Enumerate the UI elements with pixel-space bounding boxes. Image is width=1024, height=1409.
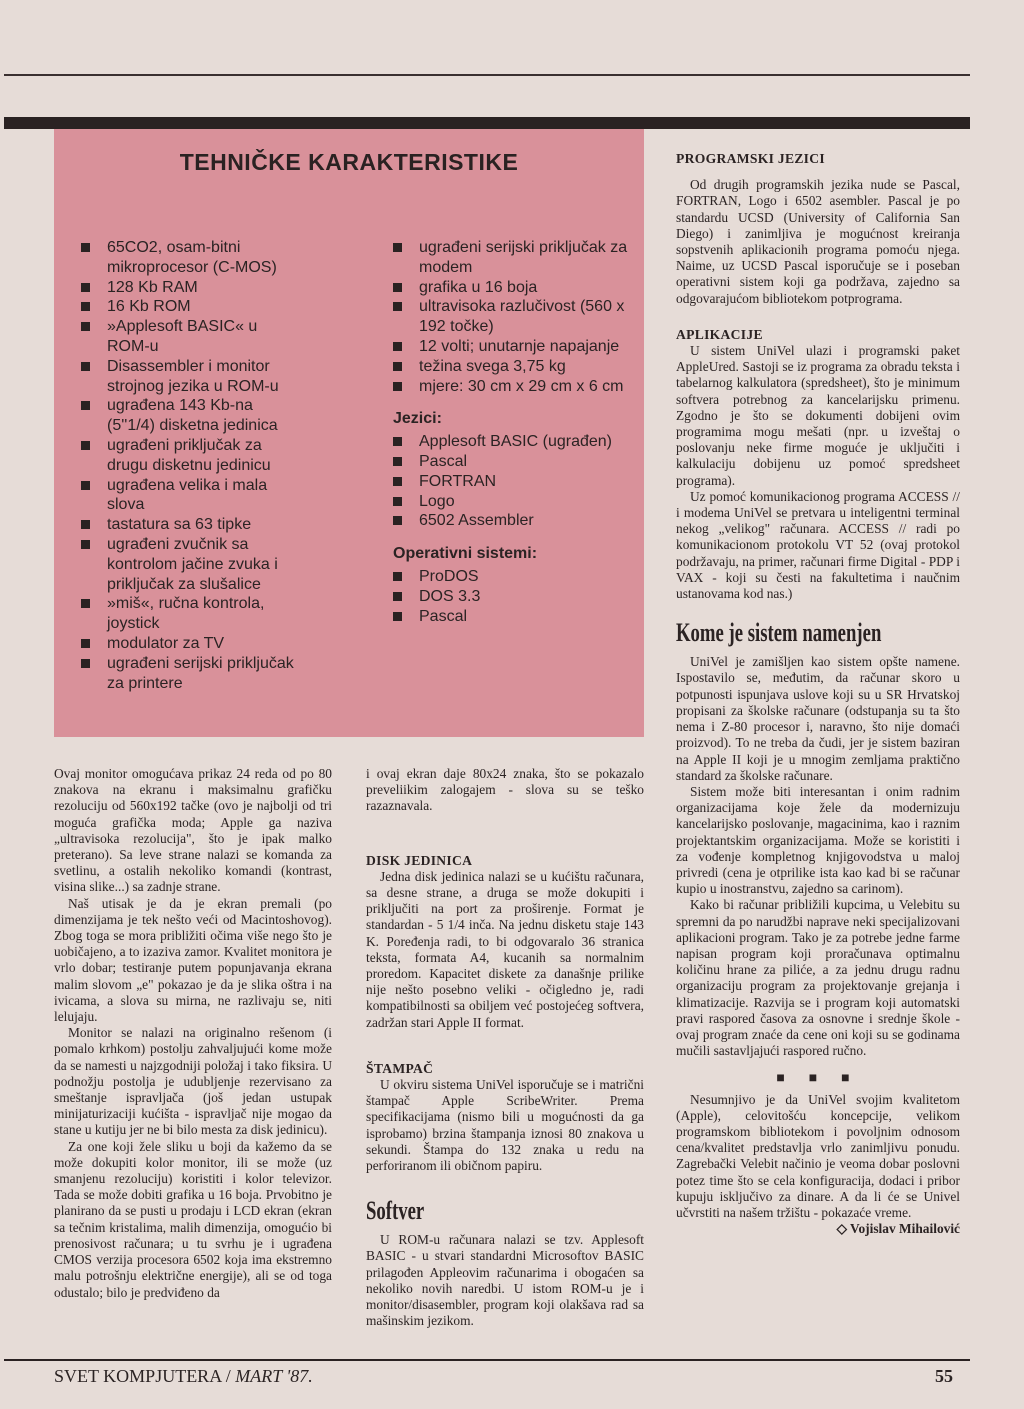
spec-item: 12 volti; unutarnje napajanje <box>393 337 633 357</box>
spec-item: »Applesoft BASIC« u ROM-u <box>81 317 303 357</box>
spec-item: ugrađena 143 Kb-na (5''1/4) disketna jedinica <box>81 396 303 436</box>
header-bar <box>4 117 970 129</box>
languages-list <box>393 432 633 531</box>
section-heading-languages: PROGRAMSKI JEZICI <box>676 151 825 166</box>
spec-item: 16 Kb ROM <box>81 297 303 317</box>
spec-right-column <box>393 238 633 626</box>
spec-item: 65CO2, osam-bitni mikroprocesor (C-MOS) <box>81 238 303 278</box>
language-item: Applesoft BASIC (ugrađen) <box>393 432 633 452</box>
author-signature: ◇ Vojislav Mihailović <box>836 1221 960 1237</box>
spec-item: Disassembler i monitor strojnog jezika u ROM-u <box>81 357 303 397</box>
spec-item: ultravisoka razlučivost (560 x 192 točke) <box>393 297 633 337</box>
paragraph: Kako bi računar približili kupcima, u Velebitu su spremni da po narudžbi naprave neki specijalizovani aplikacioni program. Tako je za potrebe jedne farme napisan program koji proračunava optimalnu količinu hrane za piliće, a za jednu drugu radnu organizaciju program za projektovanje grejanja i klimatizacije. Razvija se i program koji automatski pravi raspored časova za osnovne i srednje škole - ovaj program znaće da cene oni koji su se godinama mučili sastavljajući raspored ručno. <box>676 897 960 1059</box>
footer-magazine <box>54 1366 313 1387</box>
footer-rule <box>4 1359 970 1361</box>
os-item: DOS 3.3 <box>393 587 633 607</box>
article-column-1 <box>54 766 332 1301</box>
language-item: Pascal <box>393 452 633 472</box>
section-heading-disk: DISK JEDINICA <box>366 852 473 868</box>
paragraph: Nesumnjivo je da UniVel svojim kvalitetom (Apple), celovitošću koncepcije, velikom programskom bibliotekom i povoljnim odnosom cena/kvalitet predstavlja vrlo zanimljivu ponudu. Zagrebački Velebit načinio je veoma dobar poslovni potez time što se cela konfiguracija, dodaci i pribor kupuju isključivo za dinare. A da li će se Univel učvrstiti na našem tržištu - pokazaće vreme. <box>676 1091 960 1220</box>
spec-item: tastatura sa 63 tipke <box>81 515 303 535</box>
paragraph: Za one koji žele sliku u boji da kažemo da se može dokupiti kolor monitor, ili se može (uz smanjenu rezoluciju) koristiti i kolor televizor. Tada se može dobiti grafika u 16 boja. Prvobitno je planirano da se pusti u prodaju i LCD ekran (ekran sa tečnim kristalima, malih dimenzija, omogućio bi prenosivost računara; u tu svrhu je i ugrađena CMOS verzija procesora 6502 koja ima ekstremno malu potrošnju električne energije), ali se od toga odustalo; bilo je predviđeno da <box>54 1138 332 1300</box>
paragraph: U sistem UniVel ulazi i programski paket AppleUred. Sastoji se iz programa za obradu teksta i tabelarnog kalkulatora (spredsheet), što je minimum softvera potrebnog za kancelarijsku primenu. Zgodno je što se dokumenti dobijeni ovim programima mogu mešati (npr. u izveštaj o poslovanju neke firme moguće je uključiti i kalkulaciju dobijenu uz pomoć spredsheet programa). <box>676 343 960 488</box>
spec-left-column <box>81 238 303 693</box>
paragraph: U okviru sistema UniVel isporučuje se i matrični štampač Apple ScribeWriter. Prema specifikacijama (nismo bili u mogućnosti da ga isprobamo) brzina štampanja iznosi 80 znakova u sekundi. Štampa do 132 znaka u redu na perforiranom ili običnom papiru. <box>366 1077 644 1174</box>
os-list <box>393 567 633 626</box>
spec-item: ugrađeni serijski priključak za modem <box>393 238 633 278</box>
language-item: FORTRAN <box>393 472 633 492</box>
language-item: Logo <box>393 492 633 512</box>
paragraph: U ROM-u računara nalazi se tzv. Applesoft BASIC - u stvari standardni Microsoftov BASIC prilagođen Appleovim računarima i obogaćen sa nekoliko novih naredbi. U istom ROM-u je i monitor/disasembler, program koji olakšava rad sa mašinskim jezikom. <box>366 1232 644 1329</box>
paragraph: Jedna disk jedinica nalazi se u kućištu računara, sa desne strane, a druga se može dokupiti i priključiti na port za proširenje. Format je standardan - 5 1/4 inča. Na jednu disketu staje 143 K. Poređenja radi, to bi odgovaralo 36 stranica teksta, formata A4, kucanih sa normalnim proredom. Kapacitet diskete za današnje prilike nije nešto posebno veliki - očigledno je, radi kompatibilnosti sa obiljem već postojećeg softvera, zadržan stari Apple II format. <box>366 868 644 1030</box>
section-heading-printer: ŠTAMPAČ <box>366 1060 434 1076</box>
spec-right-list <box>393 238 633 396</box>
spec-box <box>54 129 644 737</box>
article-column-2 <box>366 766 644 1329</box>
paragraph: Monitor se nalazi na originalno rešenom (i pomalo krhkom) postolju zahvaljujući kome može da se namesti u najzgodniji položaj i tako fiksira. U podnožju postolja je udubljenje rezervisano za smeštanje ispravljača (još jedan ustupak minijaturizaciji kućišta - ispravljač nije mogao da stane u kutiju jer ne bi bilo mesta za disk jedinicu). <box>54 1025 332 1138</box>
section-divider: ■ ■ ■ <box>776 1069 860 1086</box>
spec-item: ugrađeni priključak za drugu disketnu jedinicu <box>81 436 303 476</box>
paragraph: Naš utisak je da je ekran premali (po dimenzijama je tek nešto veći od Macintoshovog). Zbog toga se mora približiti očima više nego što je uobičajeno, a to izaziva zamor. Kvalitet monitora je vrlo dobar; testiranje putem popunjavanja ekrana malim slovom „e" pokazao je da je slika oštra i na ivicama, a slova su mirna, ne razlivaju se, niti lelujaju. <box>54 895 332 1025</box>
paragraph: Od drugih programskih jezika nude se Pascal, FORTRAN, Logo i 6502 asembler. Pascal je po standardu UCSD (University of California San Diego) i zanimljiva je mogućnost kreiranja sopstvenih aplikacionih programa pomoću njega. Naime, uz UCSD Pascal isporučuje se i poseban operativni sistem koji ga podržava, zajedno sa odgovarajućom bibliotekom potprograma. <box>676 177 960 306</box>
spec-item: modulator za TV <box>81 634 303 654</box>
spec-item: ugrađeni serijski priključak za printere <box>81 654 303 694</box>
top-rule <box>4 74 970 76</box>
spec-item: 128 Kb RAM <box>81 278 303 298</box>
spec-item: »miš«, ručna kontrola, joystick <box>81 594 303 634</box>
paragraph: UniVel je zamišljen kao sistem opšte namene. Ispostavilo se, međutim, da računar skoro u potpunosti ispunjava uslove koji su u SR Hrvatskoj propisani za školske računare (odstupanja su ta što nema i Z-80 procesor i, naravno, što nije domaći proizvod). To ne treba da čudi, jer je sistem baziran na Apple II koji je u mnogim zemljama praktično standard za školske računare. <box>676 654 960 783</box>
spec-item: ugrađena velika i mala slova <box>81 476 303 516</box>
os-item: Pascal <box>393 607 633 627</box>
magazine-name: SVET KOMPJUTERA / <box>54 1366 231 1386</box>
article-column-3 <box>676 151 960 1237</box>
spec-item: težina svega 3,75 kg <box>393 357 633 377</box>
spec-item: mjere: 30 cm x 29 cm x 6 cm <box>393 377 633 397</box>
issue-date: MART '87. <box>235 1366 313 1386</box>
spec-item: grafika u 16 boja <box>393 278 633 298</box>
language-item: 6502 Assembler <box>393 511 633 531</box>
section-heading-software: Softver <box>366 1196 425 1226</box>
paragraph: i ovaj ekran daje 80x24 znaka, što se pokazalo preveliikim zalogajem - slova su se teško razaznavala. <box>366 766 644 814</box>
spec-left-list <box>81 238 303 693</box>
section-heading-apps: APLIKACIJE <box>676 326 763 342</box>
os-heading: Operativni sistemi: <box>393 545 538 563</box>
page-number: 55 <box>935 1366 953 1386</box>
spec-item: ugrađeni zvučnik sa kontrolom jačine zvuka i priključak za slušalice <box>81 535 303 594</box>
spec-title: TEHNIČKE KARAKTERISTIKE <box>179 149 519 175</box>
os-item: ProDOS <box>393 567 633 587</box>
paragraph: Uz pomoć komunikacionog programa ACCESS // i modema UniVel se pretvara u inteligentni terminal nekog „velikog" računara. ACCESS // radi po komunikacionom protokolu VT 52 (ovaj protokol podržavaju, na primer, računari firme Digital - PDP i VAX - koji su česti na fakultetima i naučnim ustanovama kod nas.) <box>676 488 960 602</box>
paragraph: Ovaj monitor omogućava prikaz 24 reda od po 80 znakova na ekranu i maksimalnu grafičku rezoluciju od 560x192 tačke (ovo je najbolji od tri moguća grafička moda; Apple ga naziva „ultravisoka rezolucija", što je ipak malko preterano). Sa leve strane nalazi se komanda za svetlinu, a ostalih nekoliko komandi (kontrast, visina slike...) sa zadnje strane. <box>54 766 332 895</box>
section-heading-who: Kome je sistem namenjen <box>676 618 882 648</box>
languages-heading: Jezici: <box>393 410 442 428</box>
paragraph: Sistem može biti interesantan i onim radnim organizacijama koje žele da modernizuju kancelarijsko poslovanje, magacinima, kao i raznim projektantskim organizacijama. Može se koristiti i za vođenje kompletnog knjigovodstva u maloj privredi (cena je otprilike ista kao kad bi se računar kupio u inostranstvu, zajedno sa carinom). <box>676 783 960 897</box>
